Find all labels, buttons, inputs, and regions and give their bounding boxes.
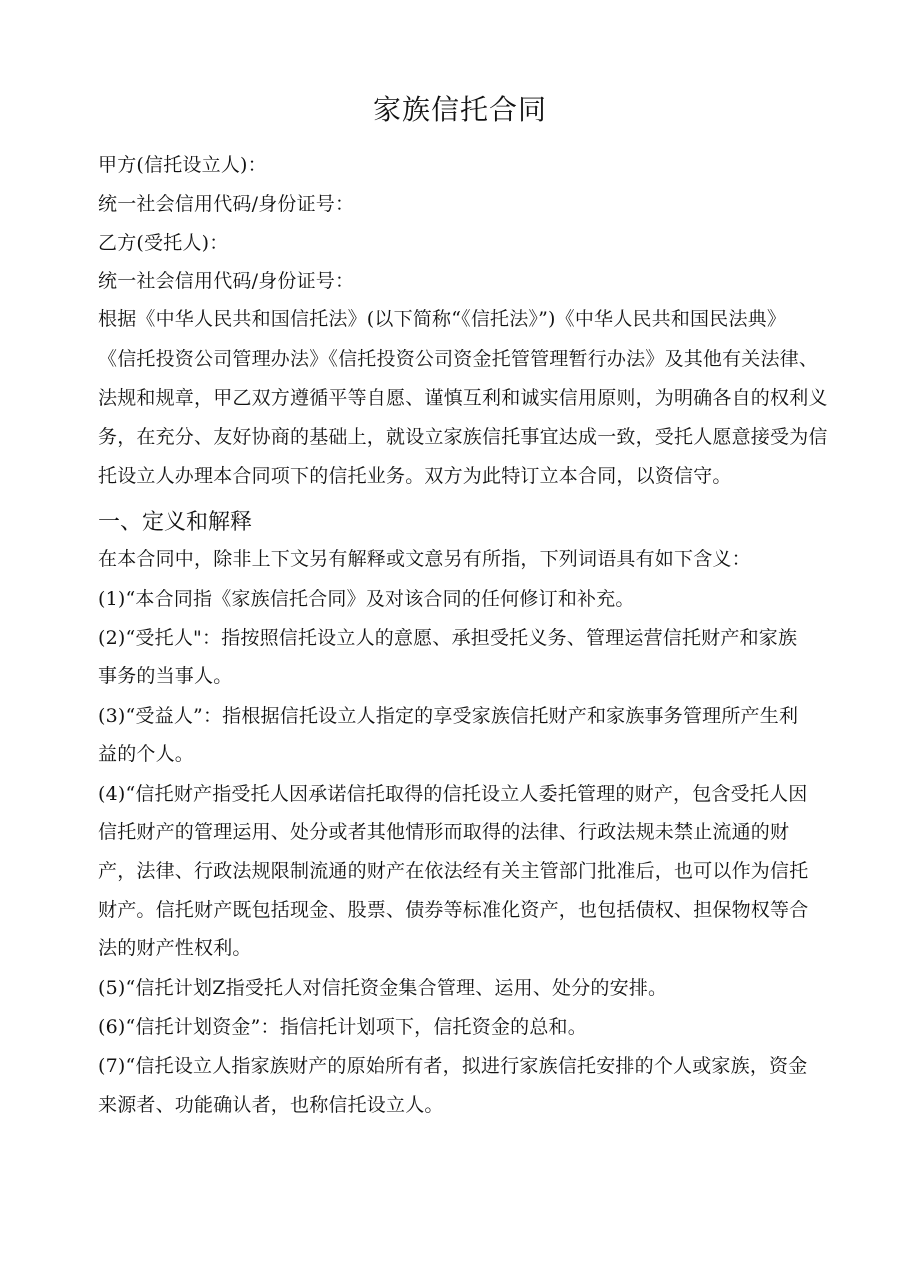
party-b-line: 乙方(受托人)： (98, 232, 229, 254)
definition-7: (7)“信托设立人指家族财产的原始所有者，拟进行家族信托安排的个人或家族，资金 (98, 1055, 808, 1077)
definition-4-continued: 产，法律、行政法规限制流通的财产在依法经有关主管部门批准后，也可以作为信托 (98, 860, 809, 882)
preamble-line: 法规和规章，甲乙双方遵循平等自愿、谨慎互利和诚实信用原则，为明确各自的权利义 (98, 387, 828, 409)
definition-3: (3)“受益人”：指根据信托设立人指定的享受家族信托财产和家族事务管理所产生利 (98, 705, 799, 727)
definition-4-continued: 信托财产的管理运用、处分或者其他情形而取得的法律、行政法规未禁止流通的财 (98, 821, 790, 843)
party-a-line: 甲方(信托设立人)： (98, 154, 267, 176)
definition-4-continued: 法的财产性权利。 (98, 937, 252, 959)
definition-4: (4)“信托财产指受托人因承诺信托取得的信托设立人委托管理的财产，包含受托人因 (98, 783, 808, 805)
party-b-id-line: 统一社会信用代码/身份证号： (98, 270, 355, 292)
definition-2: (2)“受托人"：指按照信托设立人的意愿、承担受托义务、管理运营信托财产和家族 (98, 627, 798, 649)
preamble-line: 《信托投资公司管理办法》《信托投资公司资金托管管理暂行办法》及其他有关法律、 (98, 348, 819, 370)
preamble-line: 务，在充分、友好协商的基础上，就设立家族信托事宜达成一致，受托人愿意接受为信 (98, 426, 828, 448)
definition-2-continued: 事务的当事人。 (98, 665, 233, 687)
section-heading-definitions: 一、定义和解释 (98, 510, 253, 535)
party-a-id-line: 统一社会信用代码/身份证号： (98, 193, 355, 215)
definition-3-continued: 益的个人。 (98, 743, 195, 765)
definition-6: (6)“信托计划资金”：指信托计划项下，信托资金的总和。 (98, 1016, 587, 1038)
section-intro: 在本合同中，除非上下文另有解释或文意另有所指，下列词语具有如下含义： (98, 548, 751, 570)
preamble-line: 托设立人办理本合同项下的信托业务。双方为此特订立本合同，以资信守。 (98, 465, 732, 487)
definition-5: (5)“信托计划Z指受托人对信托资金集合管理、运用、处分的安排。 (98, 977, 668, 999)
preamble-line: 根据《中华人民共和国信托法》(以下简称“《信托法》”)《中华人民共和国民法典》 (98, 308, 787, 330)
document-title: 家族信托合同 (372, 93, 547, 126)
definition-7-continued: 来源者、功能确认者，也称信托设立人。 (98, 1094, 444, 1116)
definition-4-continued: 财产。信托财产既包括现金、股票、债券等标准化资产，也包括债权、担保物权等合 (98, 899, 809, 921)
definition-1: (1)“本合同指《家族信托合同》及对该合同的任何修订和补充。 (98, 588, 635, 610)
